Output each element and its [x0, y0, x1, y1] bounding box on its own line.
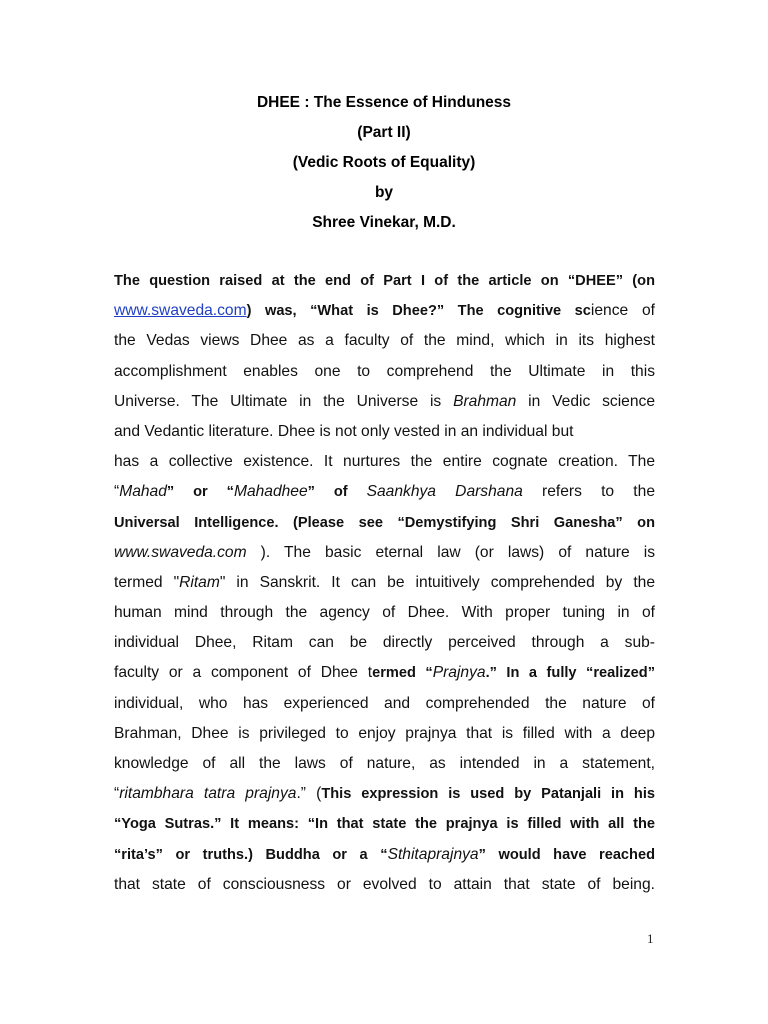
- text-line: Brahman, Dhee is privileged to enjoy prajnya that is filled with a deep: [114, 724, 655, 742]
- text-line: www.swaveda.com) was, “What is Dhee?” The cognitive science of: [114, 302, 655, 320]
- text-line: “Mahad” or “Mahadhee” of Saankhya Darshana refers to the: [114, 483, 655, 501]
- text-line: Universal Intelligence. (Please see “Demystifying Shri Ganesha” on: [114, 514, 655, 531]
- text-line: has a collective existence. It nurtures the entire cognate creation. The: [114, 453, 655, 471]
- author-name: Shree Vinekar, M.D.: [312, 214, 456, 231]
- text-line: individual, who has experienced and comprehended the nature of: [114, 694, 655, 712]
- text-line: faculty or a component of Dhee termed “Prajnya.” In a fully “realized”: [114, 664, 655, 682]
- text-line: termed "Ritam" in Sanskrit. It can be intuitively comprehended by the: [114, 573, 655, 591]
- text-line: The question raised at the end of Part I of the article on “DHEE” (on: [114, 273, 655, 289]
- article-part: (Part II): [357, 124, 411, 141]
- page-number: 1: [647, 931, 654, 946]
- text-line: human mind through the agency of Dhee. With proper tuning in of: [114, 604, 655, 622]
- text-line: that state of consciousness or evolved to attain that state of being.: [114, 875, 655, 893]
- text-line: “Yoga Sutras.” It means: “In that state the prajnya is filled with all the: [114, 816, 655, 833]
- swaveda-link[interactable]: www.swaveda.com: [114, 302, 247, 320]
- text-line: www.swaveda.com ). The basic eternal law (or laws) of nature is: [114, 543, 655, 561]
- text-line: the Vedas views Dhee as a faculty of the mind, which in its highest: [114, 332, 655, 350]
- text-line: Universe. The Ultimate in the Universe is Brahman in Vedic science: [114, 392, 655, 410]
- body-paragraph: [114, 266, 655, 900]
- text-line: and Vedantic literature. Dhee is not only vested in an individual but: [114, 422, 574, 440]
- text-line: “ritambhara tatra prajnya.” (This expression is used by Patanjali in his: [114, 785, 656, 803]
- title-block: [0, 88, 768, 238]
- article-title: DHEE : The Essence of Hinduness: [256, 94, 512, 111]
- text-line: knowledge of all the laws of nature, as intended in a statement,: [114, 755, 655, 772]
- text-line: accomplishment enables one to comprehend the Ultimate in this: [114, 362, 655, 380]
- byline-by: by: [374, 184, 394, 201]
- text-line: individual Dhee, Ritam can be directly perceived through a sub-: [114, 634, 655, 652]
- article-subtitle: (Vedic Roots of Equality): [292, 154, 476, 171]
- text-line: “rita’s” or truths.) Buddha or a “Sthitaprajnya” would have reached: [114, 845, 655, 863]
